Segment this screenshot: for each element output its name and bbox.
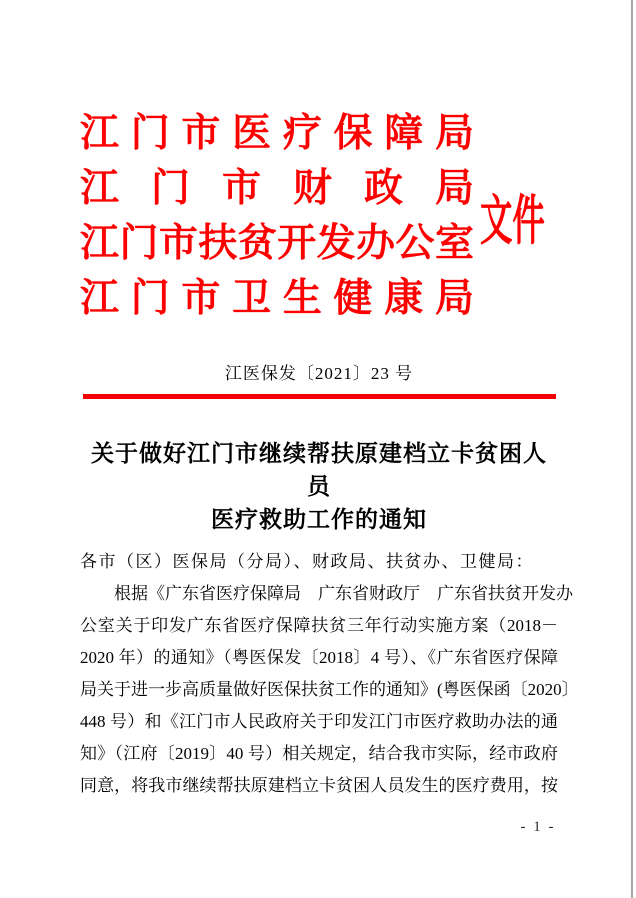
- body-text-line: 同意，将我市继续帮扶原建档立卡贫困人员发生的医疗费用，按: [80, 776, 558, 795]
- document-title: [80, 437, 558, 536]
- agency-name-poverty-alleviation: 江门市扶贫开发办公室: [80, 222, 474, 265]
- document-title-line-2: 医疗救助工作的通知: [211, 507, 427, 532]
- red-divider-line: [83, 394, 556, 399]
- body-text-line: 知》（江府〔2019〕40 号）相关规定，结合我市实际，经市政府: [80, 744, 558, 763]
- document-number: 江医保发〔2021〕23 号: [224, 364, 414, 383]
- body-text-line: 448 号）和《江门市人民政府关于印发江门市医疗救助办法的通: [80, 712, 558, 731]
- body-text-line: 公室关于印发广东省医疗保障扶贫三年行动实施方案（2018－: [80, 616, 558, 635]
- agency-name-health: 江门市卫生健康局: [80, 277, 474, 320]
- letterhead: [80, 106, 474, 326]
- document-title-line-1: 关于做好江门市继续帮扶原建档立卡贫困人员: [91, 441, 547, 499]
- body-text-line: 2020 年）的通知》（粤医保发〔2018〕4 号）、《广东省医疗保障: [80, 648, 558, 667]
- agency-name-medical-security: 江门市医疗保障局: [80, 112, 474, 155]
- scan-edge-line: [631, 0, 633, 898]
- document-label: 文件: [480, 191, 545, 251]
- salutation-line: 各市（区）医保局（分局）、财政局、扶贫办、卫健局：: [80, 552, 534, 571]
- body-text-line: 局关于进一步高质量做好医保扶贫工作的通知》(粤医保函〔2020〕: [80, 680, 579, 699]
- page-number: - 1 -: [520, 819, 556, 835]
- body-text-line: 根据《广东省医疗保障局 广东省财政厅 广东省扶贫开发办: [114, 584, 573, 603]
- agency-name-finance: 江门市财政局: [80, 167, 474, 210]
- document-body: [80, 546, 579, 802]
